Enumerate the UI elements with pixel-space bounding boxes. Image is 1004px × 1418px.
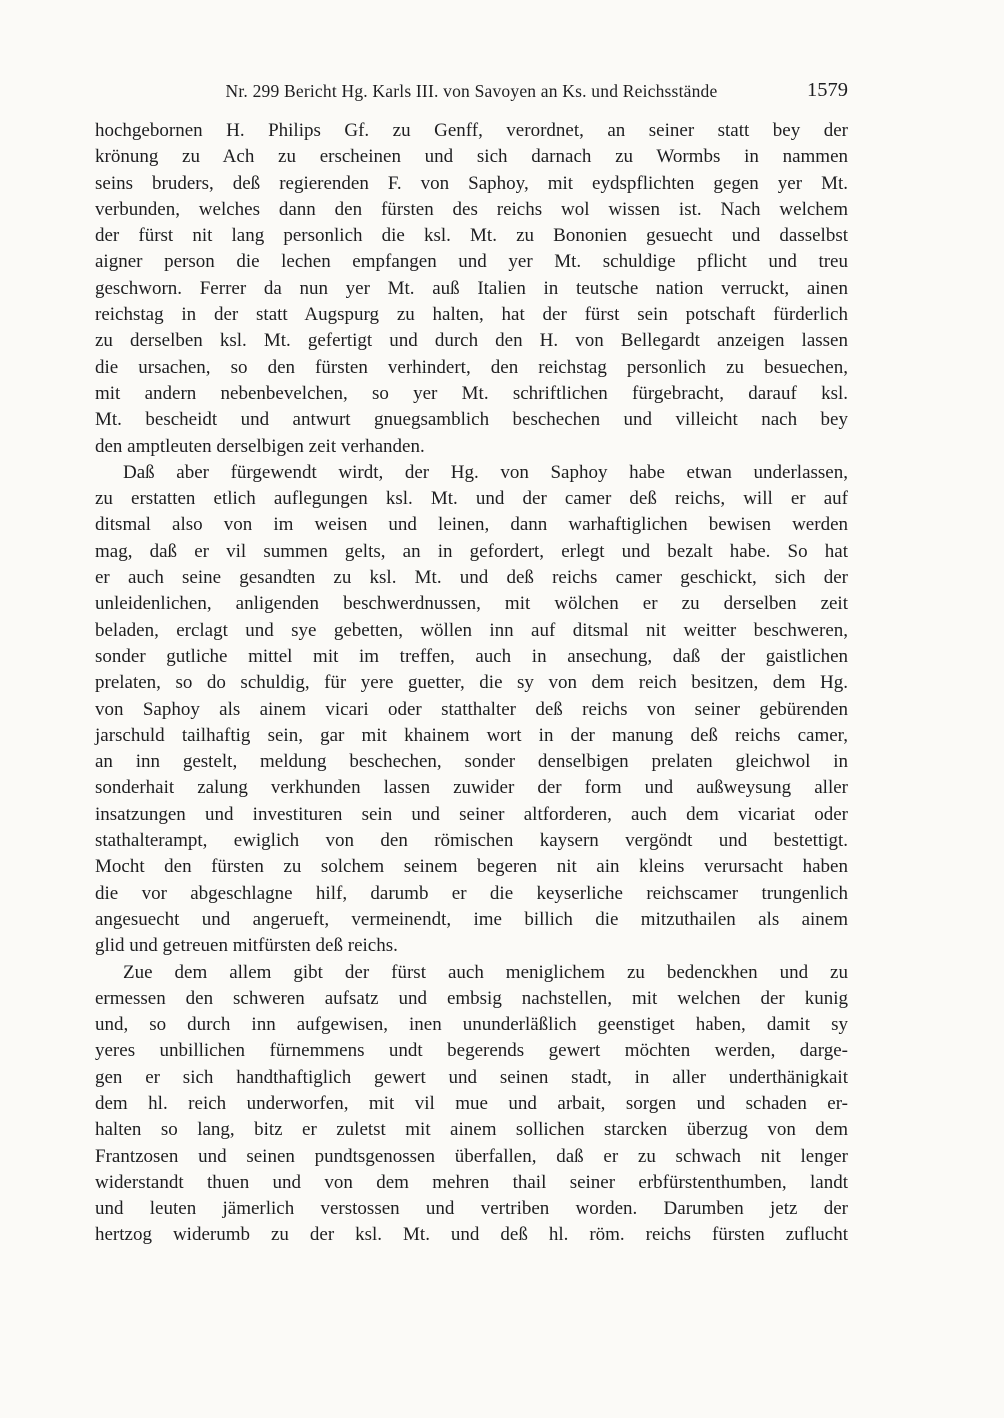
text-line: die ursachen, so den fürsten verhindert, den reichstag personlich zu besuechen,: [95, 356, 848, 378]
text-line: seins bruders, deß regierenden F. von Saphoy, mit eydspflichten gegen yer Mt.: [95, 172, 848, 194]
text-line: geschworn. Ferrer da nun yer Mt. auß Italien in teutsche nation verruckt, ainen: [95, 277, 848, 299]
paragraph: [95, 460, 848, 960]
text-line: verbunden, welches dann den fürsten des reichs wol wissen ist. Nach welchem: [95, 198, 848, 220]
text-line: sonderhait zalung verkhunden lassen zuwider der form und außweysung aller: [95, 777, 848, 799]
text-line: Frantzosen und seinen pundtsgenossen überfallen, daß er zu schwach nit lenger: [95, 1145, 848, 1167]
page-header: [95, 80, 848, 106]
text-block: [95, 118, 848, 1249]
text-line: yeres unbillichen fürnemmens undt begerends gewert möchten werden, darge-: [95, 1040, 848, 1062]
text-line: glid und getreuen mitfürsten deß reichs.: [95, 935, 398, 957]
text-line: krönung zu Ach zu erscheinen und sich darnach zu Wormbs in nammen: [95, 146, 848, 168]
text-line: hertzog widerumb zu der ksl. Mt. und deß hl. röm. reichs fürsten zuflucht: [95, 1224, 848, 1246]
text-line: Zue dem allem gibt der fürst auch meniglichem zu bedenckhen und zu: [123, 961, 848, 983]
page-number: 1579: [807, 79, 848, 101]
text-line: jarschuld tailhaftig sein, gar mit khainem wort in der manung deß reichs camer,: [95, 724, 848, 746]
text-line: dem hl. reich underworfen, mit vil mue und arbait, sorgen und schaden er-: [95, 1092, 848, 1114]
text-line: stathalterampt, ewiglich von den römischen kaysern vergöndt und bestettigt.: [95, 830, 848, 852]
text-line: reichstag in der statt Augspurg zu halten, hat der fürst sein potschaft fürderlich: [95, 304, 848, 326]
text-line: zu derselben ksl. Mt. gefertigt und durch den H. von Bellegardt anzeigen lassen: [95, 330, 848, 352]
text-line: und leuten jämerlich verstossen und vertriben worden. Darumben jetz der: [95, 1198, 848, 1220]
text-line: widerstandt thuen und von dem mehren thail seiner erbfürstenthumben, landt: [95, 1171, 848, 1193]
text-line: die vor abgeschlagne hilf, darumb er die keyserliche reichscamer trungenlich: [95, 882, 848, 904]
text-line: unleidenlichen, anligenden beschwerdnussen, mit wölchen er zu derselben zeit: [95, 593, 848, 615]
text-line: angesuecht und angerueft, vermeinendt, ime billich die mitzuthailen als ainem: [95, 908, 848, 930]
paragraph: [95, 960, 848, 1249]
text-line: gen er sich handthaftiglich gewert und seinen stadt, in aller underthänigkait: [95, 1066, 848, 1088]
text-line: prelaten, so do schuldig, für yere guetter, die sy von dem reich besitzen, dem Hg.: [95, 672, 848, 694]
running-title: Nr. 299 Bericht Hg. Karls III. von Savoyen an Ks. und Reichsstände: [225, 81, 718, 101]
text-line: er auch seine gesandten zu ksl. Mt. und deß reichs camer geschickt, sich der: [95, 567, 848, 589]
text-line: halten so lang, bitz er zuletst mit ainem sollichen starcken überzug von dem: [95, 1119, 848, 1141]
text-line: mag, daß er vil summen gelts, an in gefordert, erlegt und bezalt habe. So hat: [95, 540, 848, 562]
text-line: den amptleuten derselbigen zeit verhanden.: [95, 435, 425, 457]
paragraph: [95, 118, 848, 460]
text-line: Mt. bescheidt und antwurt gnuegsamblich beschechen und villeicht nach bey: [95, 409, 848, 431]
text-line: an inn gestelt, meldung beschechen, sonder denselbigen prelaten gleichwol in: [95, 751, 848, 773]
text-line: und, so durch inn aufgewisen, inen ununderläßlich geenstiget haben, damit sy: [95, 1014, 848, 1036]
text-line: beladen, erclagt und sye gebetten, wöllen inn auf ditsmal nit weitter beschweren,: [95, 619, 848, 641]
text-line: sonder gutliche mittel mit im treffen, auch in ansechung, daß der gaistlichen: [95, 645, 848, 667]
text-line: ditsmal also von im weisen und leinen, dann warhaftiglichen bewisen werden: [95, 514, 848, 536]
text-line: ermessen den schweren aufsatz und embsig nachstellen, mit welchen der kunig: [95, 987, 848, 1009]
text-line: insatzungen und investituren sein und seiner altforderen, auch dem vicariat oder: [95, 803, 848, 825]
text-line: Mocht den fürsten zu solchem seinem begeren nit ain kleins verursacht haben: [95, 856, 848, 878]
text-line: zu erstatten etlich auflegungen ksl. Mt. und der camer deß reichs, will er auf: [95, 488, 848, 510]
text-line: Daß aber fürgewendt wirdt, der Hg. von Saphoy habe etwan underlassen,: [123, 461, 848, 483]
text-line: der fürst nit lang personlich die ksl. Mt. zu Bononien gesuecht und dasselbst: [95, 225, 848, 247]
text-line: hochgebornen H. Philips Gf. zu Genff, verordnet, an seiner statt bey der: [95, 120, 848, 141]
text-line: aigner person die lechen empfangen und yer Mt. schuldige pflicht und treu: [95, 251, 848, 273]
text-line: mit andern nebenbevelchen, so yer Mt. schriftlichen fürgebracht, darauf ksl.: [95, 382, 848, 404]
text-line: von Saphoy als ainem vicari oder statthalter deß reichs von seiner gebürenden: [95, 698, 848, 720]
